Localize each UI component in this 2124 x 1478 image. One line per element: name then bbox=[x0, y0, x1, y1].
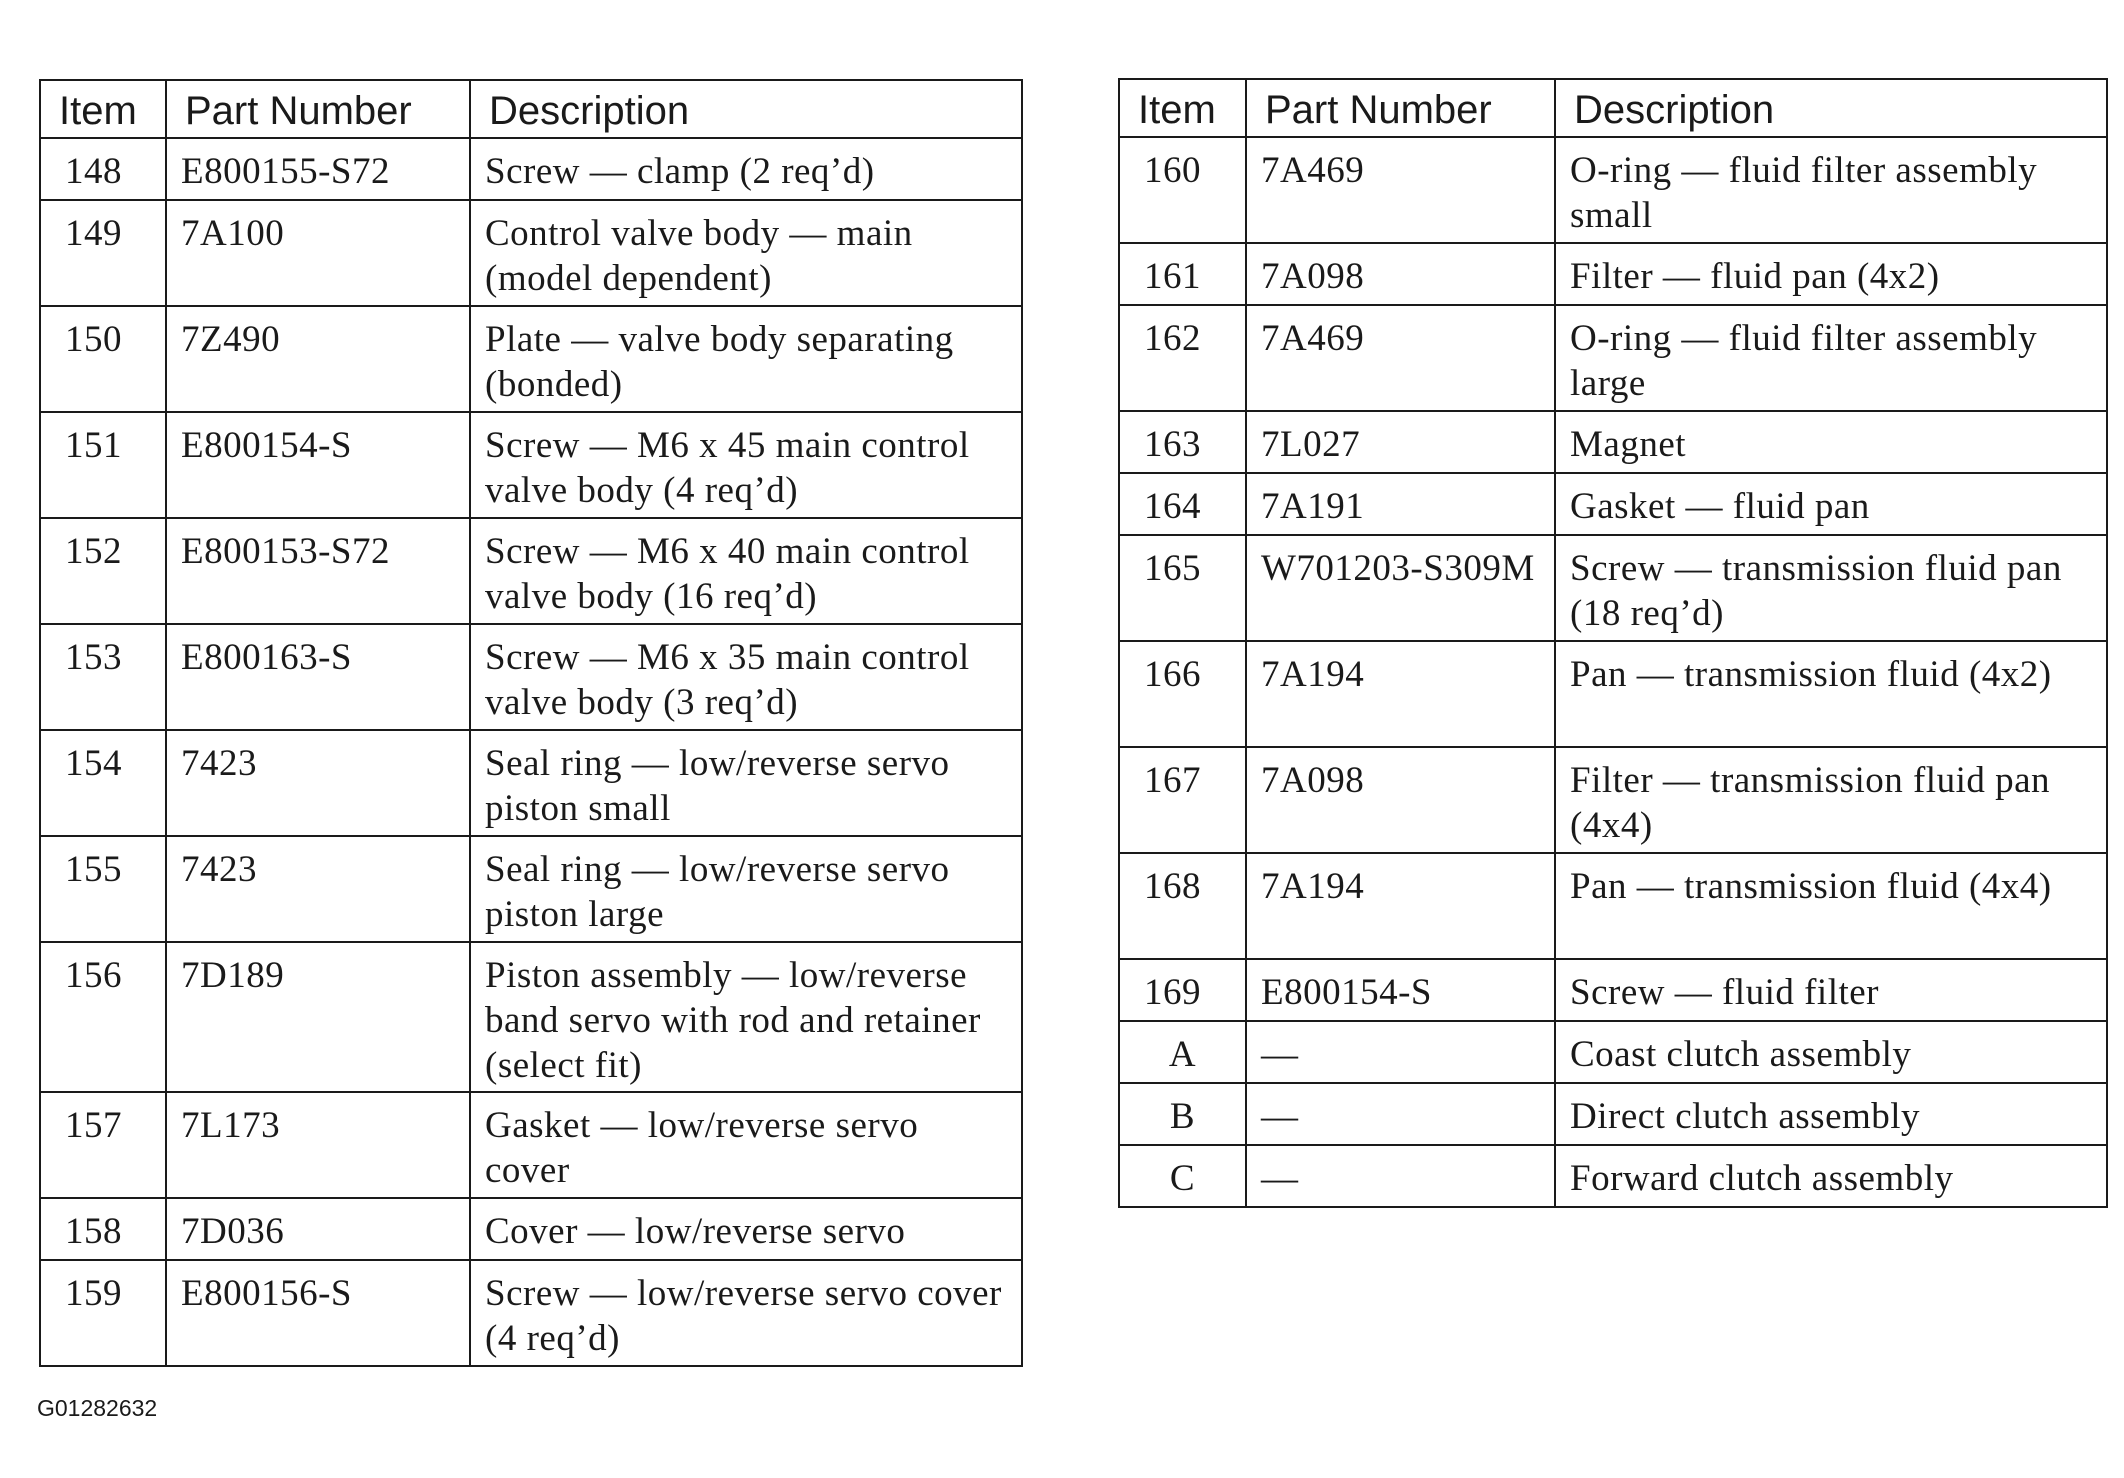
table-row bbox=[40, 1198, 1022, 1260]
item-cell: C bbox=[1119, 1145, 1246, 1207]
item-cell: 157 bbox=[40, 1092, 166, 1198]
description-cell: Direct clutch assembly bbox=[1555, 1083, 2107, 1145]
description-cell: Seal ring — low/reverse servo piston large bbox=[470, 836, 1022, 942]
part-number-cell: 7Z490 bbox=[166, 306, 470, 412]
table-row bbox=[40, 836, 1022, 942]
item-cell: 158 bbox=[40, 1198, 166, 1260]
part-number-cell: 7A194 bbox=[1246, 641, 1555, 747]
item-cell: 156 bbox=[40, 942, 166, 1092]
item-cell: 165 bbox=[1119, 535, 1246, 641]
part-number-cell: 7L027 bbox=[1246, 411, 1555, 473]
description-cell: O-ring — fluid filter assembly large bbox=[1555, 305, 2107, 411]
header-description: Description bbox=[1555, 79, 2107, 137]
table-row bbox=[40, 200, 1022, 306]
item-cell: 160 bbox=[1119, 137, 1246, 243]
description-cell: Screw — M6 x 40 main control valve body (16 req’d) bbox=[470, 518, 1022, 624]
table-row bbox=[1119, 473, 2107, 535]
part-number-cell: — bbox=[1246, 1145, 1555, 1207]
part-number-cell: 7A191 bbox=[1246, 473, 1555, 535]
part-number-cell: — bbox=[1246, 1021, 1555, 1083]
parts-table-left bbox=[39, 79, 1023, 1367]
table-row bbox=[40, 730, 1022, 836]
table-row bbox=[1119, 411, 2107, 473]
description-cell: Cover — low/reverse servo bbox=[470, 1198, 1022, 1260]
description-cell: Filter — transmission fluid pan (4x4) bbox=[1555, 747, 2107, 853]
description-cell: Pan — transmission fluid (4x2) bbox=[1555, 641, 2107, 747]
table-row bbox=[1119, 853, 2107, 959]
part-number-cell: 7423 bbox=[166, 730, 470, 836]
description-cell: Piston assembly — low/reverse band servo with rod and retainer (select fit) bbox=[470, 942, 1022, 1092]
table-row bbox=[1119, 535, 2107, 641]
item-cell: 168 bbox=[1119, 853, 1246, 959]
table-row bbox=[40, 942, 1022, 1092]
header-item: Item bbox=[40, 80, 166, 138]
item-cell: 167 bbox=[1119, 747, 1246, 853]
table-row bbox=[40, 138, 1022, 200]
description-cell: Screw — transmission fluid pan (18 req’d) bbox=[1555, 535, 2107, 641]
part-number-cell: E800163-S bbox=[166, 624, 470, 730]
header-item: Item bbox=[1119, 79, 1246, 137]
table-row bbox=[40, 306, 1022, 412]
part-number-cell: 7A469 bbox=[1246, 137, 1555, 243]
part-number-cell: W701203-S309M bbox=[1246, 535, 1555, 641]
item-cell: 152 bbox=[40, 518, 166, 624]
description-cell: Screw — M6 x 35 main control valve body (3 req’d) bbox=[470, 624, 1022, 730]
description-cell: Seal ring — low/reverse servo piston small bbox=[470, 730, 1022, 836]
description-cell: Screw — M6 x 45 main control valve body (4 req’d) bbox=[470, 412, 1022, 518]
item-cell: 155 bbox=[40, 836, 166, 942]
item-cell: 161 bbox=[1119, 243, 1246, 305]
description-cell: Screw — fluid filter bbox=[1555, 959, 2107, 1021]
description-cell: Pan — transmission fluid (4x4) bbox=[1555, 853, 2107, 959]
part-number-cell: 7A469 bbox=[1246, 305, 1555, 411]
item-cell: 151 bbox=[40, 412, 166, 518]
table-row bbox=[40, 1260, 1022, 1366]
part-number-cell: 7423 bbox=[166, 836, 470, 942]
part-number-cell: 7A100 bbox=[166, 200, 470, 306]
part-number-cell: — bbox=[1246, 1083, 1555, 1145]
item-cell: 166 bbox=[1119, 641, 1246, 747]
table-row bbox=[1119, 641, 2107, 747]
item-cell: 153 bbox=[40, 624, 166, 730]
item-cell: B bbox=[1119, 1083, 1246, 1145]
description-cell: Gasket — fluid pan bbox=[1555, 473, 2107, 535]
table-row bbox=[1119, 747, 2107, 853]
item-cell: 149 bbox=[40, 200, 166, 306]
description-cell: Screw — clamp (2 req’d) bbox=[470, 138, 1022, 200]
part-number-cell: 7A098 bbox=[1246, 747, 1555, 853]
part-number-cell: 7A098 bbox=[1246, 243, 1555, 305]
item-cell: 159 bbox=[40, 1260, 166, 1366]
item-cell: 150 bbox=[40, 306, 166, 412]
part-number-cell: 7D189 bbox=[166, 942, 470, 1092]
table-header-row bbox=[1119, 79, 2107, 137]
description-cell: Coast clutch assembly bbox=[1555, 1021, 2107, 1083]
item-cell: 169 bbox=[1119, 959, 1246, 1021]
item-cell: 164 bbox=[1119, 473, 1246, 535]
table-row bbox=[1119, 959, 2107, 1021]
table-row bbox=[40, 624, 1022, 730]
table-row bbox=[1119, 305, 2107, 411]
table-header-row bbox=[40, 80, 1022, 138]
description-cell: Screw — low/reverse servo cover (4 req’d) bbox=[470, 1260, 1022, 1366]
part-number-cell: E800154-S bbox=[166, 412, 470, 518]
header-part-number: Part Number bbox=[166, 80, 470, 138]
header-description: Description bbox=[470, 80, 1022, 138]
description-cell: Gasket — low/reverse servo cover bbox=[470, 1092, 1022, 1198]
figure-id: G01282632 bbox=[37, 1395, 158, 1421]
table-row bbox=[1119, 1083, 2107, 1145]
header-part-number: Part Number bbox=[1246, 79, 1555, 137]
table-row bbox=[1119, 1021, 2107, 1083]
item-cell: 148 bbox=[40, 138, 166, 200]
description-cell: Plate — valve body separating (bonded) bbox=[470, 306, 1022, 412]
part-number-cell: 7L173 bbox=[166, 1092, 470, 1198]
item-cell: A bbox=[1119, 1021, 1246, 1083]
table-row bbox=[1119, 243, 2107, 305]
description-cell: Control valve body — main (model dependent) bbox=[470, 200, 1022, 306]
part-number-cell: E800154-S bbox=[1246, 959, 1555, 1021]
description-cell: Magnet bbox=[1555, 411, 2107, 473]
table-row bbox=[40, 1092, 1022, 1198]
part-number-cell: E800153-S72 bbox=[166, 518, 470, 624]
table-row bbox=[40, 412, 1022, 518]
item-cell: 163 bbox=[1119, 411, 1246, 473]
part-number-cell: 7A194 bbox=[1246, 853, 1555, 959]
part-number-cell: E800156-S bbox=[166, 1260, 470, 1366]
part-number-cell: E800155-S72 bbox=[166, 138, 470, 200]
parts-table-right bbox=[1118, 78, 2108, 1208]
table-row bbox=[1119, 1145, 2107, 1207]
table-row bbox=[1119, 137, 2107, 243]
description-cell: Forward clutch assembly bbox=[1555, 1145, 2107, 1207]
item-cell: 154 bbox=[40, 730, 166, 836]
description-cell: Filter — fluid pan (4x2) bbox=[1555, 243, 2107, 305]
part-number-cell: 7D036 bbox=[166, 1198, 470, 1260]
table-row bbox=[40, 518, 1022, 624]
description-cell: O-ring — fluid filter assembly small bbox=[1555, 137, 2107, 243]
item-cell: 162 bbox=[1119, 305, 1246, 411]
